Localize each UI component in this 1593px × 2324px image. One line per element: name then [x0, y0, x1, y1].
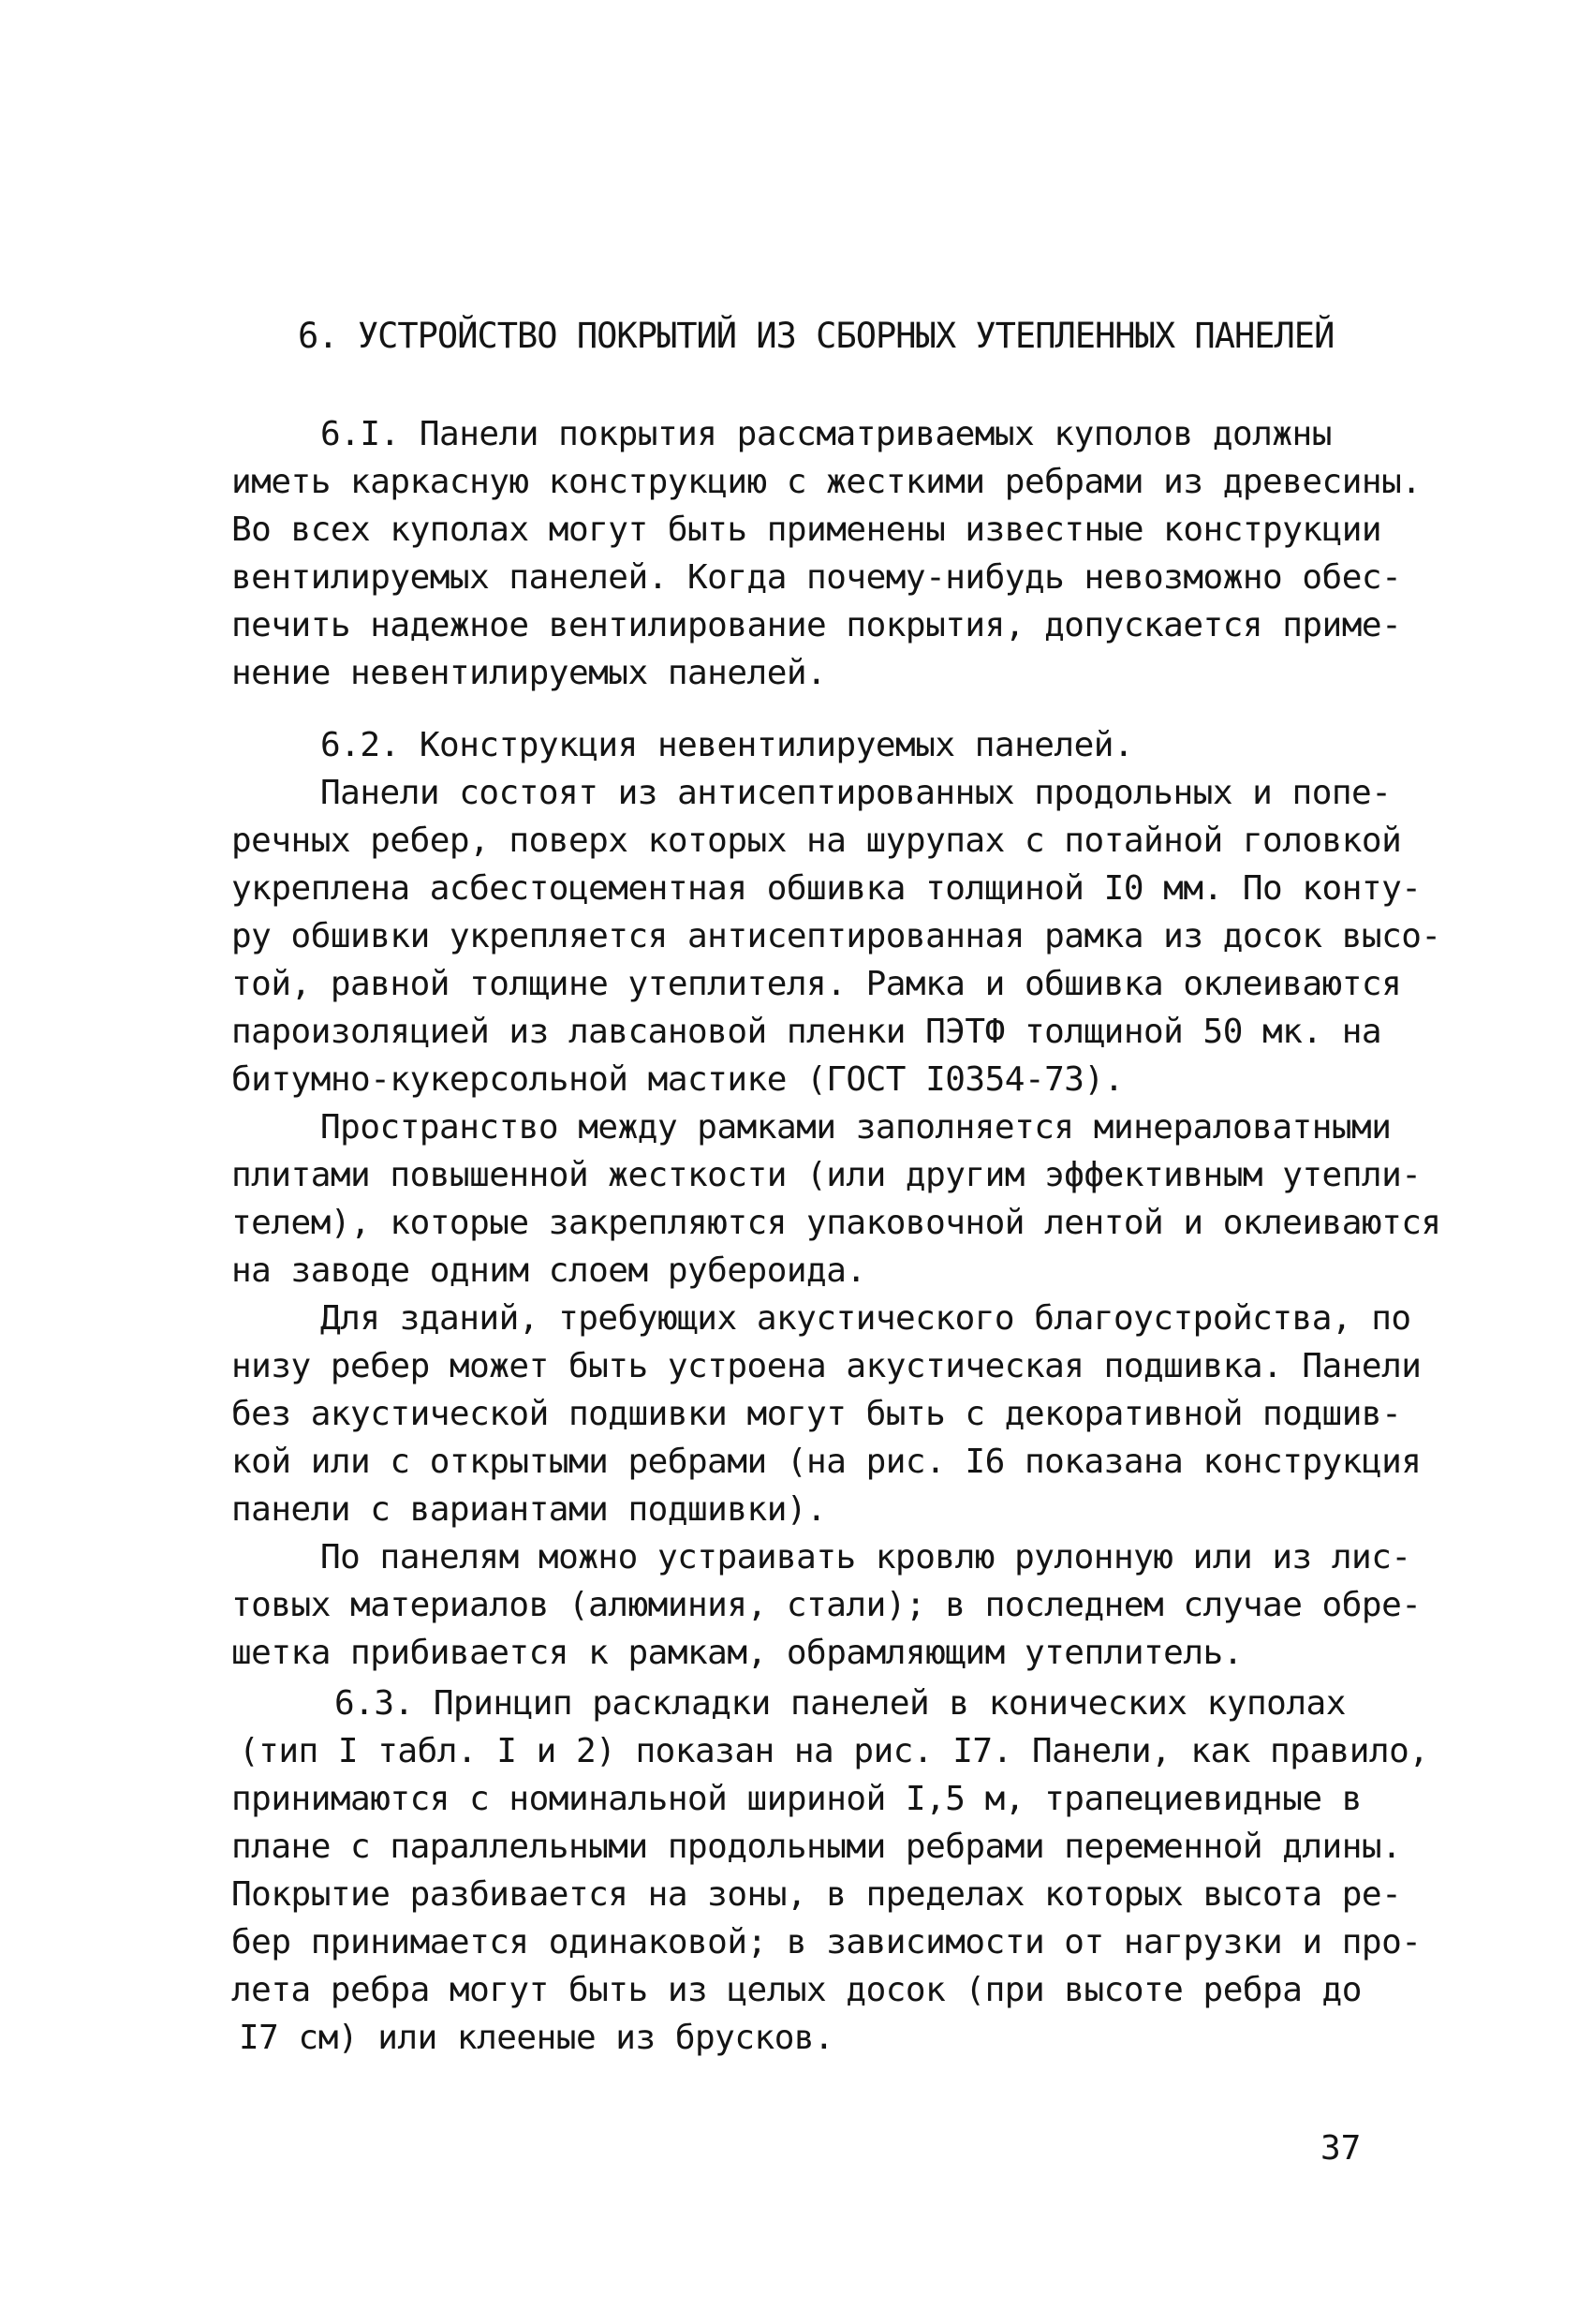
- text-line: По панелям можно устраивать кровлю рулонную или из лис-: [320, 1538, 1411, 1576]
- text-line: панели с вариантами подшивки).: [231, 1490, 827, 1529]
- text-line: товых материалов (алюминия, стали); в последнем случае обре-: [231, 1586, 1422, 1624]
- text-line: вентилируемых панелей. Когда почему-нибудь невозможно обес-: [231, 558, 1402, 597]
- section-title: 6. УСТРОЙСТВО ПОКРЫТИЙ ИЗ СБОРНЫХ УТЕПЛЕННЫХ ПАНЕЛЕЙ: [298, 316, 1335, 356]
- text-line: Для зданий, требующих акустического благоустройства, по: [320, 1299, 1411, 1338]
- text-line: Покрытие разбивается на зоны, в пределах которых высота ре-: [231, 1875, 1402, 1914]
- text-line: 6.I. Панели покрытия рассматриваемых куполов должны: [320, 415, 1332, 453]
- text-line: кой или с открытыми ребрами (на рис. I6 показана конструкция: [231, 1443, 1422, 1481]
- text-line: 6.3. Принцип раскладки панелей в конических куполах: [334, 1684, 1346, 1723]
- section-6-2: [231, 721, 1441, 1677]
- text-line: шетка прибивается к рамкам, обрамляющим утеплитель.: [231, 1634, 1243, 1672]
- text-line: печить надежное вентилирование покрытия, допускается приме-: [231, 606, 1402, 644]
- subsection-heading: 6.2. Конструкция невентилируемых панелей.: [320, 726, 1134, 764]
- text-line: на заводе одним слоем рубероида.: [231, 1251, 866, 1290]
- text-line: I7 см) или клееные из брусков.: [239, 2019, 834, 2057]
- text-line: укреплена асбестоцементная обшивка толщиной I0 мм. По конту-: [231, 869, 1422, 908]
- text-line: плане с параллельными продольными ребрами переменной длины.: [231, 1828, 1402, 1866]
- text-line: пароизоляцией из лавсановой пленки ПЭТФ толщиной 50 мк. на: [231, 1013, 1382, 1051]
- text-line: (тип I табл. I и 2) показан на рис. I7. Панели, как правило,: [239, 1732, 1429, 1770]
- page-number: 37: [1320, 2129, 1362, 2168]
- text-line: бер принимается одинаковой; в зависимости от нагрузки и про-: [231, 1923, 1422, 1961]
- text-line: той, равной толщине утеплителя. Рамка и обшивка оклеиваются: [231, 965, 1402, 1003]
- text-line: ру обшивки укрепляется антисептированная рамка из досок высо-: [231, 917, 1441, 955]
- text-line: Пространство между рамками заполняется минераловатными: [320, 1108, 1392, 1147]
- text-line: телем), которые закрепляются упаковочной лентой и оклеиваются: [231, 1204, 1441, 1242]
- text-line: Во всех куполах могут быть применены известные конструкции: [231, 511, 1382, 549]
- text-line: без акустической подшивки могут быть с декоративной подшив-: [231, 1395, 1402, 1433]
- text-line: речных ребер, поверх которых на шурупах с потайной головкой: [231, 822, 1402, 860]
- text-line: иметь каркасную конструкцию с жесткими ребрами из древесины.: [231, 463, 1422, 501]
- text-line: принимаются с номинальной шириной I,5 м, трапециевидные в: [231, 1780, 1362, 1818]
- text-line: лета ребра могут быть из целых досок (при высоте ребра до: [231, 1971, 1362, 2009]
- text-line: нение невентилируемых панелей.: [231, 654, 827, 692]
- section-6-3: [231, 1680, 1429, 2062]
- text-line: плитами повышенной жесткости (или другим эффективным утепли-: [231, 1156, 1422, 1194]
- text-line: низу ребер может быть устроена акустическая подшивка. Панели: [231, 1347, 1422, 1385]
- text-line: Панели состоят из антисептированных продольных и попе-: [320, 774, 1392, 812]
- text-line: битумно-кукерсольной мастике (ГОСТ I0354-73).: [231, 1060, 1124, 1099]
- section-6-1: [231, 410, 1422, 697]
